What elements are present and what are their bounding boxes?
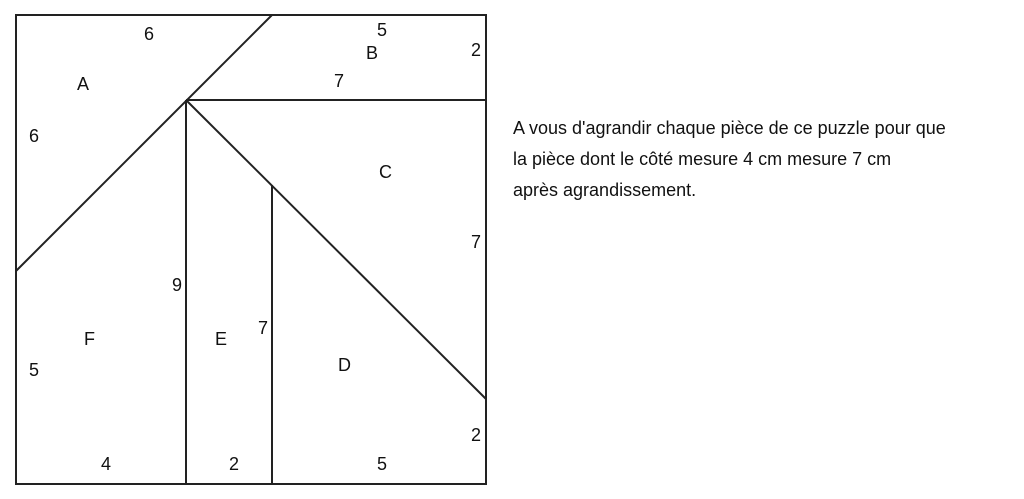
piece-label-d: D xyxy=(338,355,351,375)
piece-label-e: E xyxy=(215,329,228,349)
instructions-line-2: la pièce dont le côté mesure 4 cm mesure 7 cm xyxy=(513,149,892,169)
measure-top-right: 2 xyxy=(471,40,482,60)
measure-e-7: 7 xyxy=(258,318,269,338)
cut-a-diagonal xyxy=(16,15,272,271)
measure-left-upper: 6 xyxy=(29,126,40,146)
instructions-line-1: A vous d'agrandir chaque pièce de ce puzzle pour que xyxy=(513,118,946,138)
cut-c-d-diagonal xyxy=(186,100,486,399)
puzzle-diagram xyxy=(0,0,500,499)
measure-b-lower: 7 xyxy=(334,71,345,91)
measure-bottom-2: 2 xyxy=(229,454,240,474)
piece-label-a: A xyxy=(77,74,90,94)
piece-label-b: B xyxy=(366,43,379,63)
measure-center-9: 9 xyxy=(172,275,183,295)
measure-right-lower: 2 xyxy=(471,425,482,445)
measure-top-left: 6 xyxy=(144,24,155,44)
piece-label-f: F xyxy=(84,329,95,349)
measure-top-b: 5 xyxy=(377,20,388,40)
measure-right-c: 7 xyxy=(471,232,482,252)
instructions-text xyxy=(513,113,1013,206)
measure-bottom-5: 5 xyxy=(377,454,388,474)
piece-label-c: C xyxy=(379,162,392,182)
measure-left-lower: 5 xyxy=(29,360,40,380)
instructions-line-3: après agrandissement. xyxy=(513,180,697,200)
measure-bottom-4: 4 xyxy=(101,454,112,474)
